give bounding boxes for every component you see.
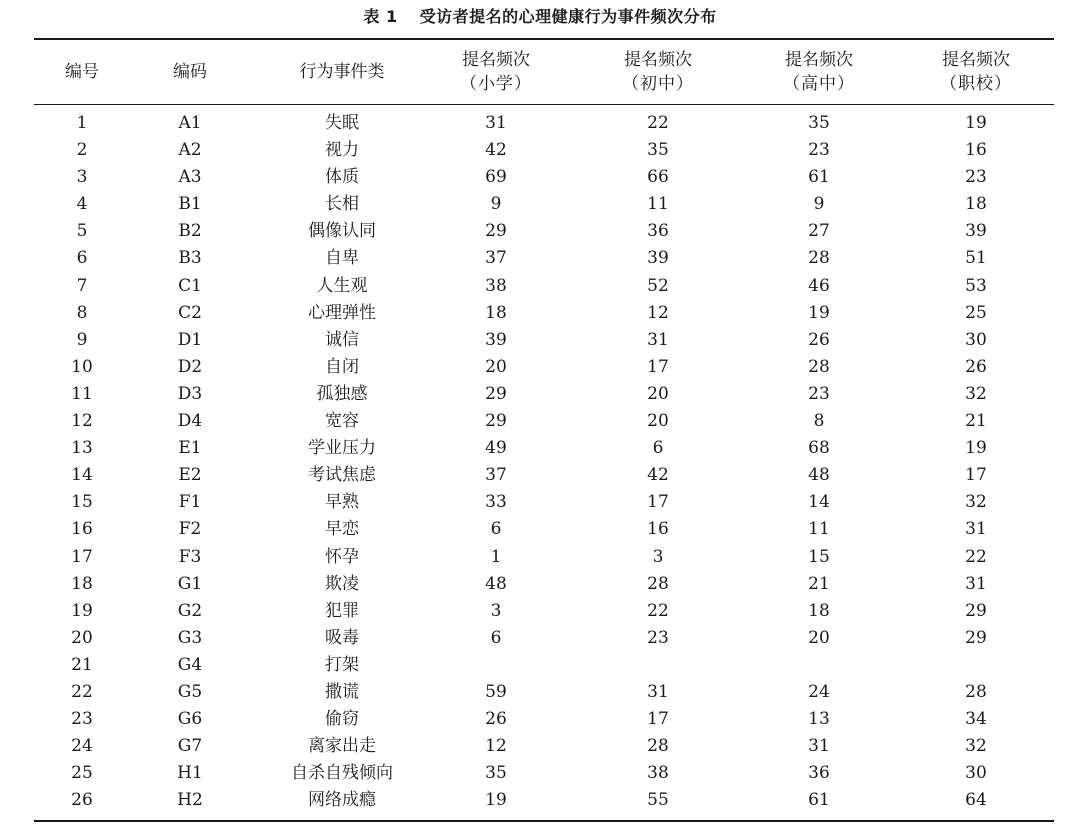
cell-code: G7: [177, 736, 203, 757]
table-row: [34, 164, 1054, 191]
cell-index: 16: [71, 519, 93, 540]
table-header: [34, 40, 1054, 104]
cell-junior: 17: [647, 709, 669, 730]
cell-junior: 22: [647, 600, 669, 621]
cell-code: B3: [178, 248, 202, 269]
cell-code: G1: [177, 573, 203, 594]
cell-senior: 36: [808, 763, 830, 784]
cell-vocational: 26: [965, 356, 987, 377]
cell-index: 4: [76, 194, 88, 215]
cell-event: 撒谎: [325, 681, 359, 702]
cell-primary: 29: [485, 221, 507, 242]
cell-senior: 8: [813, 411, 825, 432]
cell-senior: 46: [808, 275, 830, 296]
cell-event: 早恋: [325, 519, 359, 540]
cell-vocational: 39: [965, 221, 987, 242]
cell-vocational: 30: [965, 763, 987, 784]
cell-event: 学业压力: [308, 438, 376, 459]
table-caption: [0, 4, 1080, 27]
cell-code: C2: [178, 302, 202, 323]
table-row: [34, 462, 1054, 489]
cell-senior: 18: [808, 600, 830, 621]
cell-junior: 17: [647, 356, 669, 377]
cell-senior: 14: [808, 492, 830, 513]
cell-index: 25: [71, 763, 93, 784]
cell-vocational: 29: [965, 600, 987, 621]
cell-senior: 9: [813, 194, 825, 215]
table-row: [34, 191, 1054, 218]
cell-junior: 23: [647, 627, 669, 648]
cell-primary: 42: [485, 140, 507, 161]
cell-junior: 39: [647, 248, 669, 269]
cell-code: D1: [177, 329, 203, 350]
cell-vocational: 21: [965, 411, 987, 432]
cell-event: 体质: [325, 167, 359, 188]
cell-event: 打架: [325, 654, 359, 675]
cell-primary: 48: [485, 573, 507, 594]
cell-senior: 28: [808, 356, 830, 377]
cell-senior: 27: [808, 221, 830, 242]
cell-junior: 16: [647, 519, 669, 540]
header-code: 编码: [173, 62, 207, 82]
cell-index: 18: [71, 573, 93, 594]
cell-event: 心理弹性: [308, 302, 376, 323]
cell-senior: 24: [808, 681, 830, 702]
table-row: [34, 733, 1054, 760]
cell-index: 15: [71, 492, 93, 513]
cell-code: A1: [178, 113, 202, 133]
cell-event: 考试焦虑: [308, 465, 376, 486]
cell-primary: 1: [490, 546, 502, 567]
table-row: [34, 354, 1054, 381]
cell-index: 5: [76, 221, 88, 242]
table-row: [34, 408, 1054, 435]
cell-senior: 26: [808, 329, 830, 350]
cell-vocational: 19: [965, 113, 987, 133]
cell-senior: 28: [808, 248, 830, 269]
cell-junior: 66: [647, 167, 669, 188]
cell-index: 1: [76, 113, 88, 133]
cell-vocational: 18: [965, 194, 987, 215]
table-header-rule: [34, 104, 1054, 105]
cell-primary: 38: [485, 275, 507, 296]
header-index: 编号: [65, 62, 99, 82]
cell-index: 21: [71, 654, 93, 675]
cell-code: E2: [178, 465, 202, 486]
table-row: [34, 760, 1054, 787]
cell-index: 11: [71, 383, 93, 404]
cell-junior: 28: [647, 573, 669, 594]
cell-vocational: 53: [965, 275, 987, 296]
cell-event: 欺凌: [325, 573, 359, 594]
cell-senior: 20: [808, 627, 830, 648]
cell-junior: 52: [647, 275, 669, 296]
cell-primary: [446, 652, 546, 679]
cell-event: 犯罪: [325, 600, 359, 621]
cell-code: F1: [178, 492, 202, 513]
header-senior-high: 提名频次 （高中）: [783, 50, 855, 94]
cell-primary: 6: [490, 627, 502, 648]
cell-senior: 68: [808, 438, 830, 459]
cell-primary: 59: [485, 681, 507, 702]
cell-index: 23: [71, 709, 93, 730]
cell-primary: 3: [490, 600, 502, 621]
cell-event: 宽容: [325, 411, 359, 432]
cell-vocational: [926, 652, 1026, 679]
cell-primary: 69: [485, 167, 507, 188]
cell-senior: 19: [808, 302, 830, 323]
table-row: [34, 787, 1054, 814]
table-row: [34, 679, 1054, 706]
cell-primary: 31: [485, 113, 507, 133]
table-row: [34, 489, 1054, 516]
header-event-category: 行为事件类: [299, 62, 385, 82]
cell-primary: 39: [485, 329, 507, 350]
cell-junior: 28: [647, 736, 669, 757]
cell-vocational: 32: [965, 492, 987, 513]
table-row: [34, 273, 1054, 300]
table-row: [34, 300, 1054, 327]
cell-primary: 49: [485, 438, 507, 459]
cell-code: A2: [178, 140, 202, 161]
cell-code: D2: [177, 356, 203, 377]
cell-code: G6: [177, 709, 203, 730]
cell-senior: 61: [808, 790, 830, 811]
cell-junior: 3: [652, 546, 664, 567]
cell-code: G2: [177, 600, 203, 621]
cell-index: 9: [76, 329, 88, 350]
cell-vocational: 23: [965, 167, 987, 188]
cell-code: B2: [178, 221, 202, 242]
cell-index: 14: [71, 465, 93, 486]
cell-index: 8: [76, 302, 88, 323]
cell-junior: 42: [647, 465, 669, 486]
cell-junior: [608, 652, 708, 679]
cell-primary: 19: [485, 790, 507, 811]
cell-senior: [769, 652, 869, 679]
cell-code: G4: [177, 654, 203, 675]
cell-code: H1: [177, 763, 203, 784]
table-title: 受访者提名的心理健康行为事件频次分布: [419, 7, 717, 26]
table-row: [34, 652, 1054, 679]
cell-index: 2: [76, 140, 88, 161]
cell-vocational: 25: [965, 302, 987, 323]
cell-vocational: 31: [965, 573, 987, 594]
cell-index: 22: [71, 681, 93, 702]
cell-primary: 33: [485, 492, 507, 513]
cell-vocational: 32: [965, 383, 987, 404]
table-row: [34, 218, 1054, 245]
cell-junior: 17: [647, 492, 669, 513]
cell-event: 自闭: [325, 356, 359, 377]
header-primary-school: 提名频次 （小学）: [460, 50, 532, 94]
cell-code: G3: [177, 627, 203, 648]
cell-index: 13: [71, 438, 93, 459]
cell-senior: 15: [808, 546, 830, 567]
cell-vocational: 32: [965, 736, 987, 757]
cell-index: 17: [71, 546, 93, 567]
cell-primary: 29: [485, 383, 507, 404]
cell-vocational: 30: [965, 329, 987, 350]
cell-index: 3: [76, 167, 88, 188]
cell-index: 20: [71, 627, 93, 648]
cell-index: 6: [76, 248, 88, 269]
cell-senior: 21: [808, 573, 830, 594]
cell-event: 自杀自残倾向: [291, 763, 393, 784]
cell-primary: 6: [490, 519, 502, 540]
table-row: [34, 625, 1054, 652]
cell-event: 人生观: [316, 275, 368, 296]
cell-primary: 29: [485, 411, 507, 432]
cell-vocational: 51: [965, 248, 987, 269]
cell-junior: 38: [647, 763, 669, 784]
cell-event: 离家出走: [308, 736, 376, 757]
cell-junior: 22: [647, 113, 669, 133]
cell-event: 自卑: [325, 248, 359, 269]
table-number: 表 1: [363, 7, 398, 26]
cell-junior: 31: [647, 681, 669, 702]
cell-event: 诚信: [325, 329, 359, 350]
cell-vocational: 31: [965, 519, 987, 540]
table-row: [34, 435, 1054, 462]
cell-index: 19: [71, 600, 93, 621]
cell-junior: 6: [652, 438, 664, 459]
cell-primary: 35: [485, 763, 507, 784]
table-bottom-rule: [34, 820, 1054, 822]
table-row: [34, 598, 1054, 625]
cell-vocational: 19: [965, 438, 987, 459]
cell-event: 失眠: [325, 113, 359, 133]
cell-junior: 36: [647, 221, 669, 242]
cell-vocational: 17: [965, 465, 987, 486]
cell-senior: 31: [808, 736, 830, 757]
cell-junior: 35: [647, 140, 669, 161]
cell-senior: 23: [808, 140, 830, 161]
cell-code: D3: [177, 383, 203, 404]
cell-senior: 35: [808, 113, 830, 133]
table-row: [34, 544, 1054, 571]
cell-vocational: 28: [965, 681, 987, 702]
header-junior-high: 提名频次 （初中）: [622, 50, 694, 94]
cell-junior: 20: [647, 411, 669, 432]
table-row: [34, 571, 1054, 598]
cell-senior: 48: [808, 465, 830, 486]
cell-junior: 11: [647, 194, 669, 215]
cell-index: 12: [71, 411, 93, 432]
cell-primary: 37: [485, 248, 507, 269]
table-row: [34, 381, 1054, 408]
cell-code: E1: [178, 438, 202, 459]
cell-code: F3: [178, 546, 202, 567]
table-body: [34, 110, 1054, 814]
cell-junior: 12: [647, 302, 669, 323]
cell-code: C1: [178, 275, 202, 296]
cell-event: 长相: [325, 194, 359, 215]
cell-junior: 20: [647, 383, 669, 404]
cell-index: 26: [71, 790, 93, 811]
cell-primary: 12: [485, 736, 507, 757]
table-row: [34, 110, 1054, 137]
cell-junior: 31: [647, 329, 669, 350]
cell-event: 网络成瘾: [308, 790, 376, 811]
cell-vocational: 34: [965, 709, 987, 730]
cell-vocational: 29: [965, 627, 987, 648]
cell-code: F2: [178, 519, 202, 540]
cell-primary: 18: [485, 302, 507, 323]
table-row: [34, 516, 1054, 543]
cell-event: 偶像认同: [308, 221, 376, 242]
cell-senior: 61: [808, 167, 830, 188]
cell-code: H2: [177, 790, 203, 811]
cell-event: 偷窃: [325, 709, 359, 730]
cell-event: 孤独感: [316, 383, 368, 404]
cell-vocational: 64: [965, 790, 987, 811]
cell-event: 视力: [325, 140, 359, 161]
cell-event: 早熟: [325, 492, 359, 513]
cell-code: D4: [177, 411, 203, 432]
table-row: [34, 327, 1054, 354]
cell-code: G5: [177, 681, 203, 702]
cell-junior: 55: [647, 790, 669, 811]
cell-index: 10: [71, 356, 93, 377]
cell-senior: 13: [808, 709, 830, 730]
cell-code: B1: [178, 194, 202, 215]
table-row: [34, 706, 1054, 733]
table-row: [34, 245, 1054, 272]
cell-index: 7: [76, 275, 88, 296]
table-row: [34, 137, 1054, 164]
cell-primary: 20: [485, 356, 507, 377]
cell-senior: 23: [808, 383, 830, 404]
cell-event: 怀孕: [325, 546, 359, 567]
cell-event: 吸毒: [325, 627, 359, 648]
cell-index: 24: [71, 736, 93, 757]
cell-primary: 9: [490, 194, 502, 215]
header-vocational: 提名频次 （职校）: [940, 50, 1012, 94]
cell-vocational: 16: [965, 140, 987, 161]
cell-code: A3: [178, 167, 202, 188]
cell-senior: 11: [808, 519, 830, 540]
cell-primary: 26: [485, 709, 507, 730]
cell-primary: 37: [485, 465, 507, 486]
cell-vocational: 22: [965, 546, 987, 567]
